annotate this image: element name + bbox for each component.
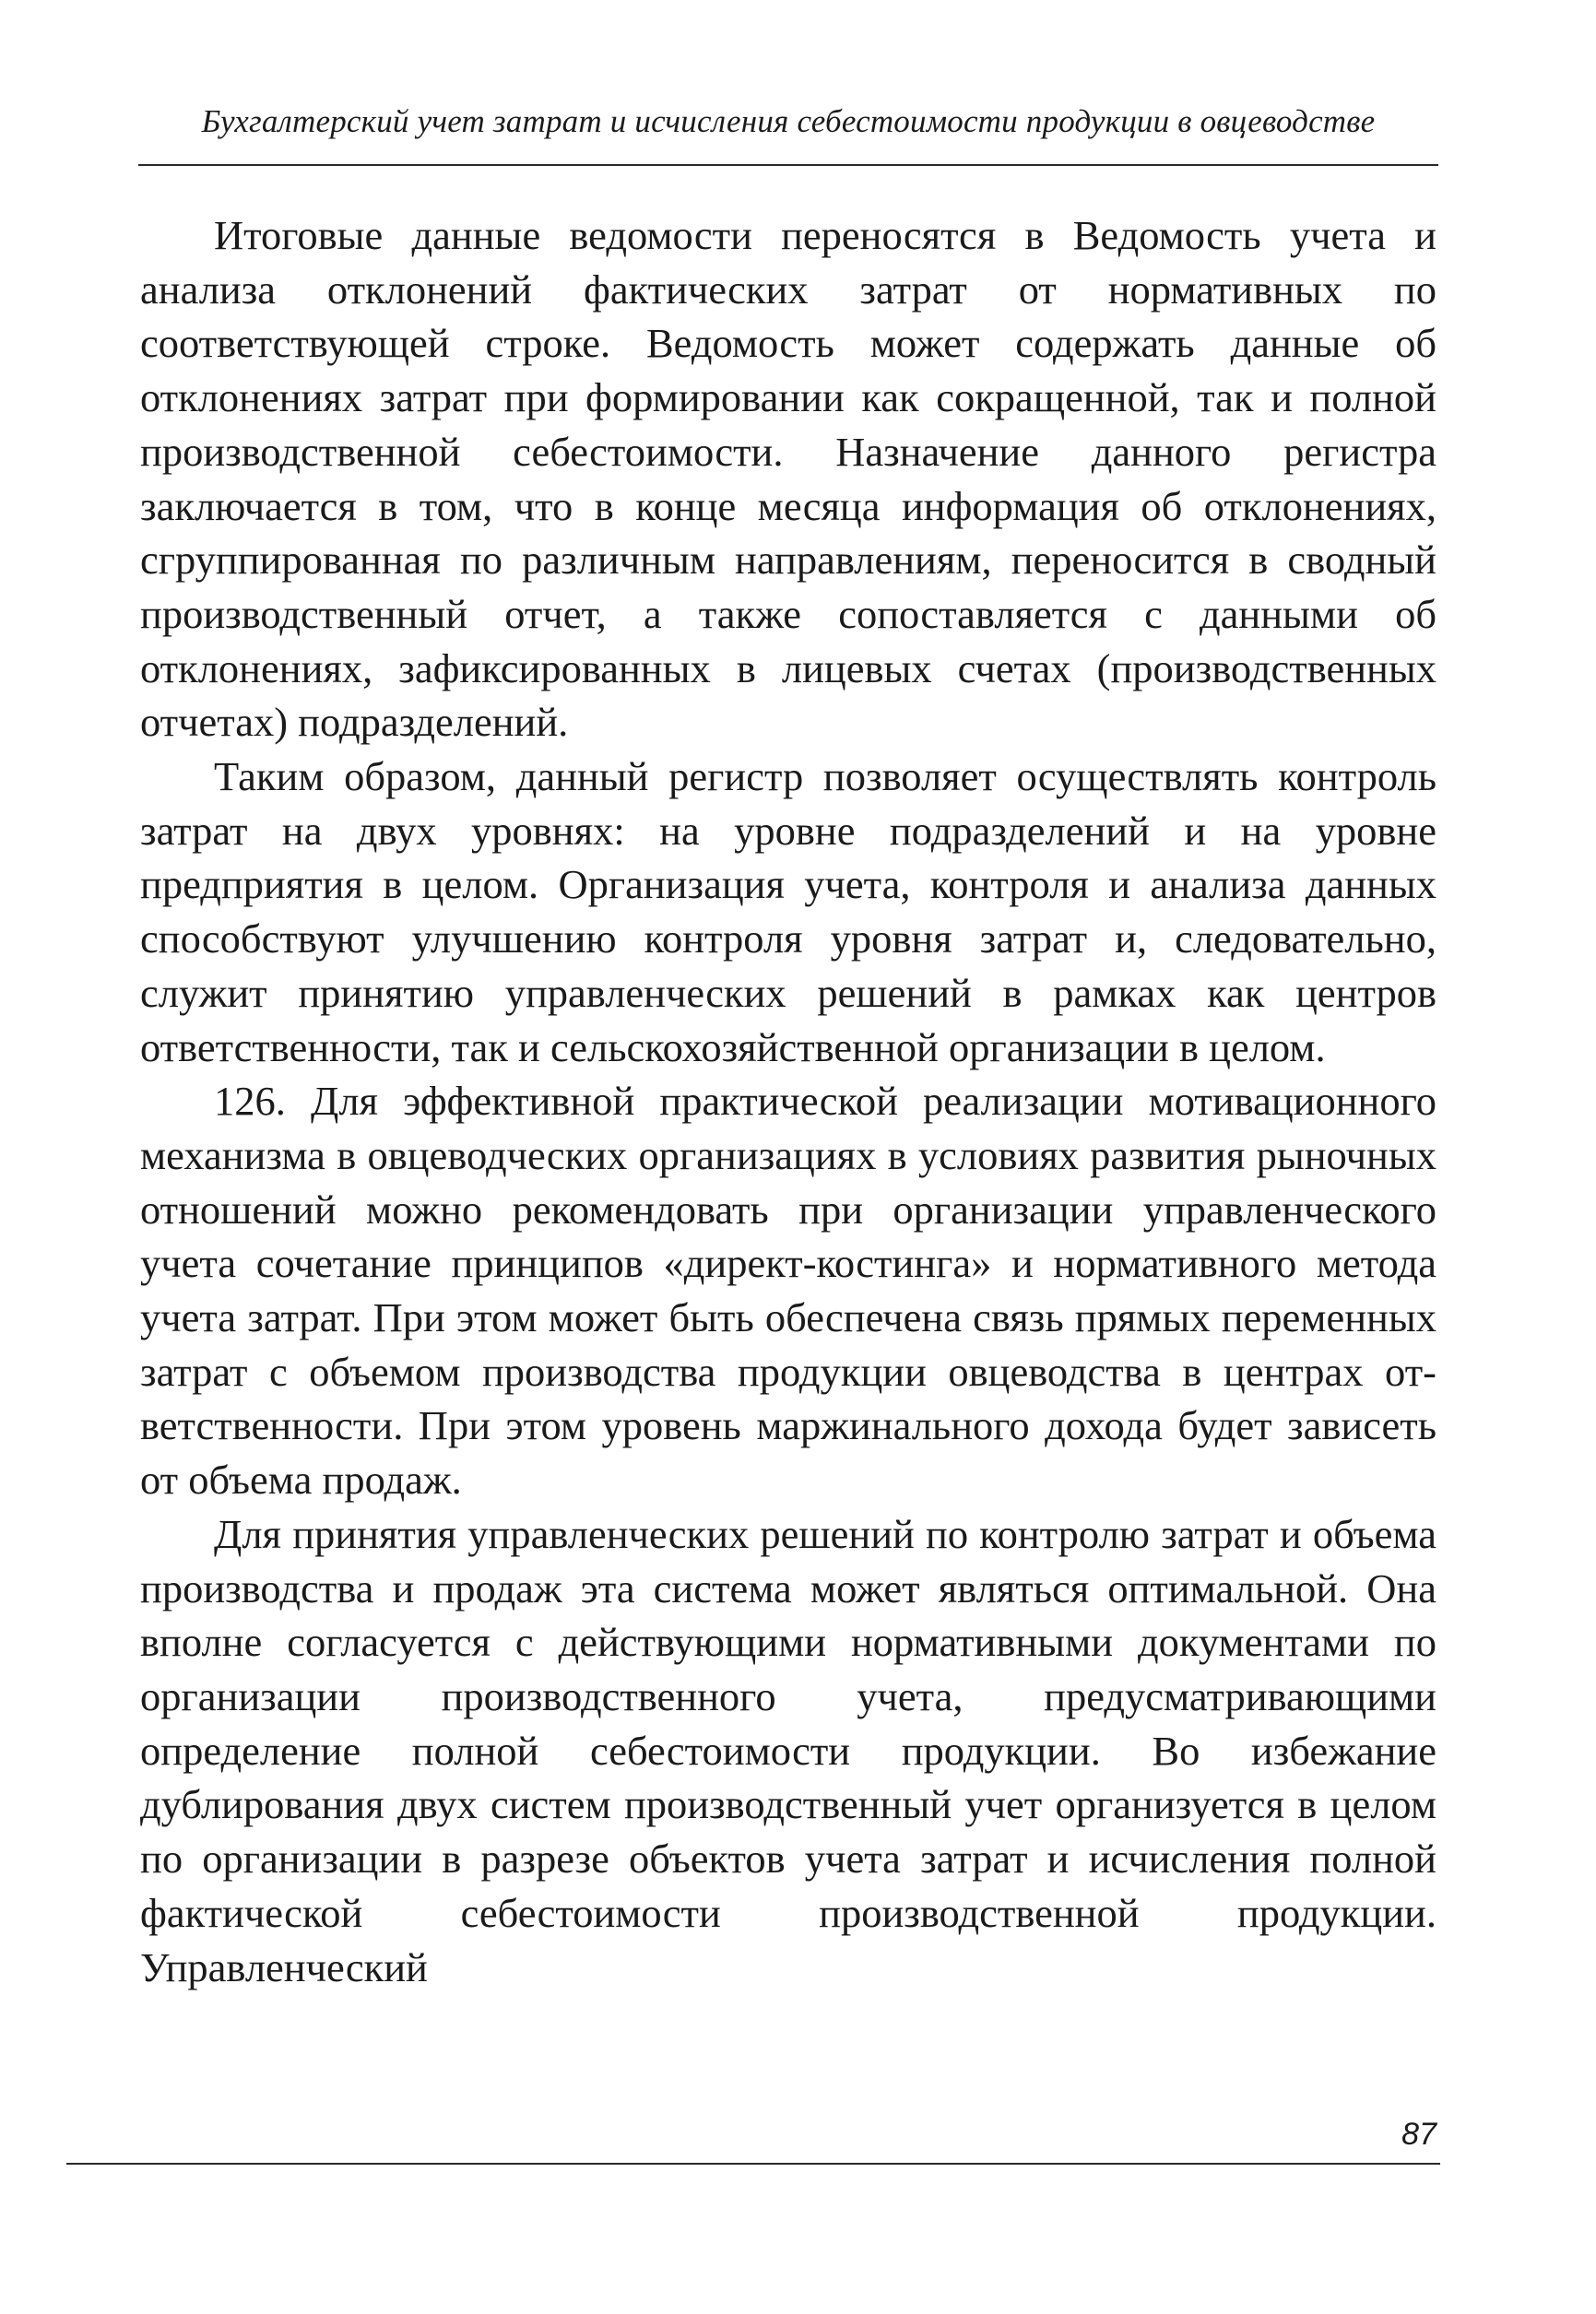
page-number: 87	[1401, 2117, 1436, 2152]
paragraph: 126. Для эффективной практической реализации мотивационного механизма в овцеводческих организациях в условиях развития рыночных отношений можно рекомендовать при организации управленческого учета сочетание принципов «директ-костинга» и нормативного метода учета затрат. При этом может быть обеспечена связь прямых переменных затрат с объемом производства продукции овцеводства в центрах ответственности. При этом уровень маржинального дохода будет зависеть от объема продаж.	[140, 1078, 1436, 1504]
paragraph: Итоговые данные ведомости переносятся в Ведомость учета и анализа отклонений фактических затрат от нормативных по соответствующей строке. Ведомость может содержать данные об отклонениях затрат при формировании как сокращенной, так и полной производственной себестоимости. Назначение данного регистра заключается в том, что в конце месяца информация об отклонениях, сгруппированная по различным направлениям, переносится в сводный производственный отчет, а также сопоставляется с данными об отклонениях, зафиксированных в лицевых счетах (производственных отчетах) подразделений.	[140, 212, 1436, 746]
body-text	[140, 208, 1436, 1994]
footer-rule	[66, 2163, 1440, 2165]
running-header: Бухгалтерский учет затрат и исчисления себестоимости продукции в овцеводстве	[201, 103, 1376, 139]
header-rule	[138, 164, 1438, 166]
paragraph: Таким образом, данный регистр позволяет осуществлять контроль затрат на двух уровнях: на уровне подразделений и на уровне предприятия в целом. Организация учета, контроля и анализа данных способствуют улучшению контроля уровня затрат и, следовательно, служит принятию управленческих решений в рамках как центров ответственности, так и сельскохозяйственной организации в целом.	[140, 753, 1436, 1070]
paragraph: Для принятия управленческих решений по контролю затрат и объема производства и продаж эта система может являться оптимальной. Она вполне согласуется с действующими нормативными документами по организации производственного учета, предусматривающими определение полной себестоимости продукции. Во избежание дублирования двух систем производственный учет организуется в целом по организации в разрезе объектов учета затрат и исчисления полной фактической себестоимости производственной продукции. Управленческий	[140, 1510, 1436, 1990]
